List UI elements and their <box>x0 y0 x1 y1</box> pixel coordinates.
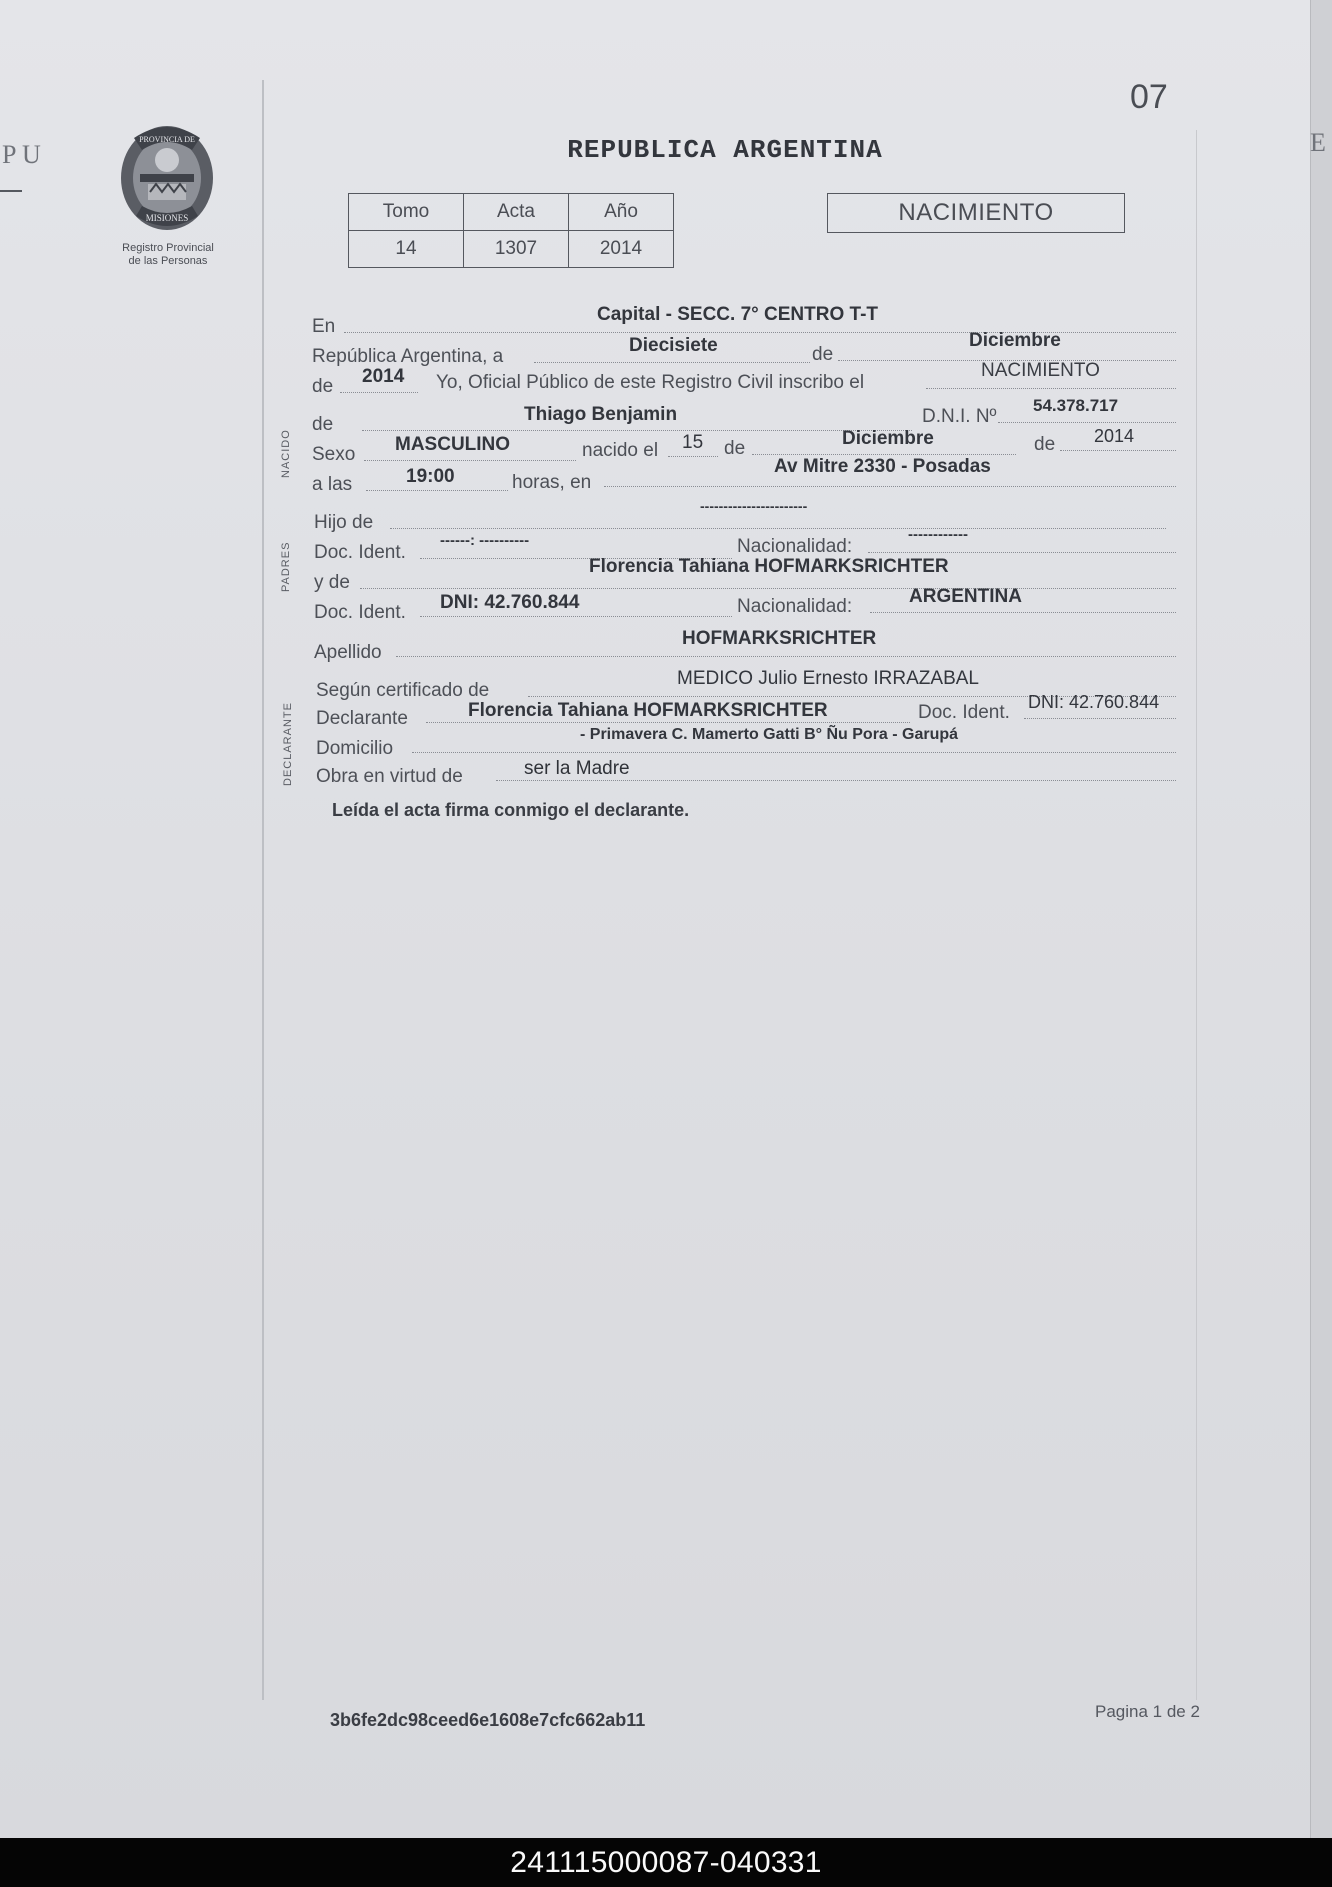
label-nacido-el: nacido el <box>582 440 659 461</box>
field-mes: Diciembre <box>969 330 1061 351</box>
field-domicilio: - Primavera C. Mamerto Gatti B° Ñu Pora - Garupá <box>580 726 959 743</box>
frame-right-line <box>1196 130 1197 1700</box>
seal-caption-line2: de las Personas <box>128 255 208 267</box>
record-type-box: NACIMIENTO <box>827 193 1125 233</box>
dots-sexo <box>364 460 576 461</box>
dots-nacido-anio <box>1060 450 1176 451</box>
dots-dni <box>998 422 1176 423</box>
label-de-nombre: de <box>312 414 334 435</box>
header-acta: Acta <box>464 194 569 231</box>
dots-nacido-mes <box>752 454 1016 455</box>
dots-obra <box>496 780 1176 781</box>
field-hora: 19:00 <box>406 466 455 487</box>
seal-caption <box>98 242 238 268</box>
field-madre-nacionalidad: ARGENTINA <box>909 586 1022 607</box>
register-header-row <box>349 194 674 231</box>
label-dni-no: D.N.I. Nº <box>922 406 997 427</box>
label-domicilio: Domicilio <box>316 738 394 759</box>
label-apellido: Apellido <box>314 642 382 663</box>
label-en: En <box>312 316 336 337</box>
field-padre: ----------------------- <box>700 498 808 514</box>
label-de-nacido-anio: de <box>1034 434 1056 455</box>
svg-text:MISIONES: MISIONES <box>145 213 189 223</box>
dots-anio <box>340 392 418 393</box>
label-de-mes: de <box>812 344 834 365</box>
dots-hora <box>366 490 508 491</box>
page-number: 07 <box>1130 78 1168 116</box>
label-horas-en: horas, en <box>512 472 592 493</box>
label-yo-oficial: Yo, Oficial Público de este Registro Civil inscribo el <box>436 372 865 393</box>
field-sexo: MASCULINO <box>395 434 511 455</box>
adjacent-page-text-left: P U <box>2 140 41 169</box>
field-lugar-nacimiento: Av Mitre 2330 - Posadas <box>774 456 991 477</box>
field-lugar: Capital - SECC. 7° CENTRO T-T <box>597 304 879 325</box>
label-doc-ident-madre: Doc. Ident. <box>314 602 406 623</box>
dots-madre-doc <box>420 616 732 617</box>
label-declarante: Declarante <box>316 708 408 729</box>
footer-id-band <box>0 1838 1332 1887</box>
dots-nacido-dia <box>668 456 718 457</box>
value-anio: 2014 <box>569 231 674 268</box>
value-tomo: 14 <box>349 231 464 268</box>
field-padre-doc: ------: ---------- <box>440 532 530 549</box>
closing-statement: Leída el acta firma conmigo el declarante. <box>332 800 690 820</box>
label-republica: República Argentina, a <box>312 346 504 367</box>
value-acta: 1307 <box>464 231 569 268</box>
section-label-declarante: DECLARANTE <box>282 702 294 786</box>
field-dni: 54.378.717 <box>1033 396 1119 415</box>
label-sexo: Sexo <box>312 444 356 465</box>
field-obra: ser la Madre <box>524 758 630 779</box>
province-seal-logo <box>112 120 222 238</box>
register-table <box>348 193 674 268</box>
field-nacido-anio: 2014 <box>1094 426 1135 446</box>
svg-text:PROVINCIA DE: PROVINCIA DE <box>139 135 195 144</box>
document-hash: 3b6fe2dc98ceed6e1608e7cfc662ab11 <box>330 1710 646 1730</box>
dots-madre <box>360 588 1176 589</box>
footer-id: 241115000087-040331 <box>510 1845 822 1879</box>
dots-lugar-nacimiento <box>604 486 1176 487</box>
label-segun-certificado: Según certificado de <box>316 680 490 701</box>
field-declarante-doc: DNI: 42.760.844 <box>1028 692 1160 712</box>
label-doc-ident-padre: Doc. Ident. <box>314 542 406 563</box>
dots-padre <box>390 528 1166 529</box>
dots-nombre <box>362 430 912 431</box>
adjacent-page-edge <box>1310 0 1332 1838</box>
seal-caption-line1: Registro Provincial <box>122 242 214 254</box>
field-apellido: HOFMARKSRICHTER <box>682 628 877 649</box>
field-dia: Diecisiete <box>629 335 718 356</box>
page-indicator: Pagina 1 de 2 <box>1095 1702 1200 1721</box>
header-anio: Año <box>569 194 674 231</box>
dots-declarante <box>426 722 910 723</box>
document-title: REPUBLICA ARGENTINA <box>567 135 883 165</box>
label-nacionalidad-padre: Nacionalidad: <box>737 536 853 557</box>
label-de-nacido-mes: de <box>724 438 746 459</box>
label-hijo-de: Hijo de <box>314 512 374 533</box>
field-certificado: MEDICO Julio Ernesto IRRAZABAL <box>677 668 979 689</box>
label-obra-en-virtud: Obra en virtud de <box>316 766 463 787</box>
adjacent-page-text-right: E <box>1310 128 1326 157</box>
section-label-nacido: NACIDO <box>280 429 292 478</box>
label-a-las: a las <box>312 474 353 495</box>
frame-left-line <box>262 80 264 1700</box>
field-madre-doc: DNI: 42.760.844 <box>440 592 580 613</box>
label-de-anio: de <box>312 376 334 397</box>
dots-padre-nacionalidad <box>868 552 1176 553</box>
field-nacido-mes: Diciembre <box>842 428 934 449</box>
field-nombre: Thiago Benjamin <box>524 404 678 425</box>
field-declarante: Florencia Tahiana HOFMARKSRICHTER <box>468 700 828 721</box>
field-madre: Florencia Tahiana HOFMARKSRICHTER <box>589 556 949 577</box>
dots-republica-dia <box>534 362 810 363</box>
field-anio: 2014 <box>362 366 405 387</box>
label-doc-ident-declarante: Doc. Ident. <box>918 702 1010 723</box>
section-label-padres: PADRES <box>280 541 292 592</box>
field-inscribe: NACIMIENTO <box>981 360 1100 381</box>
dots-apellido <box>396 656 1176 657</box>
field-nacido-dia: 15 <box>682 432 704 453</box>
dots-inscribe <box>926 388 1176 389</box>
dots-domicilio <box>412 752 1176 753</box>
dots-madre-nacionalidad <box>870 612 1176 613</box>
field-padre-nacionalidad: ------------ <box>908 526 968 543</box>
left-margin-rule <box>0 190 22 192</box>
header-tomo: Tomo <box>349 194 464 231</box>
label-nacionalidad-madre: Nacionalidad: <box>737 596 853 617</box>
label-y-de: y de <box>314 572 350 593</box>
register-value-row <box>349 231 674 268</box>
dots-declarante-doc <box>1024 718 1176 719</box>
